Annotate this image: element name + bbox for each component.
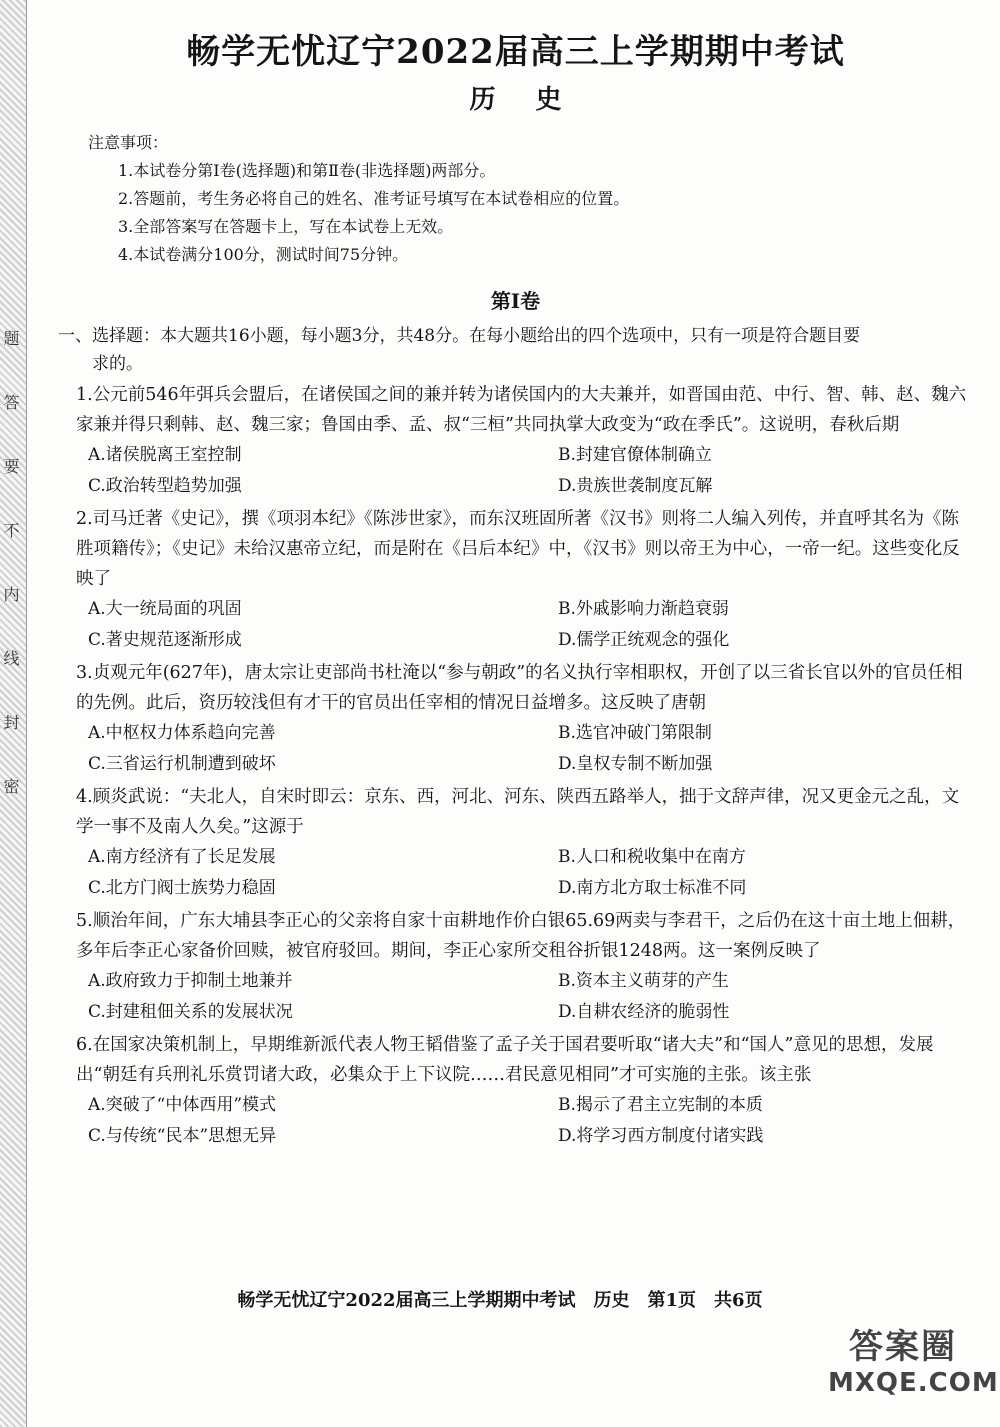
binding-strip <box>0 0 27 1427</box>
question-3 <box>58 658 973 780</box>
option-c: C.政治转型趋势加强 <box>88 476 242 496</box>
option-a: A.大一统局面的巩固 <box>88 599 242 619</box>
question-stem: 1.公元前546年弭兵会盟后，在诸侯国之间的兼并转为诸侯国内的大夫兼并，如晋国由范、中行、智、韩、赵、魏六家兼并得只剩韩、赵、魏三家；鲁国由季、孟、叔“三桓”共同执掌大政变为“政在季氏”。这说明，春秋后期 <box>76 385 967 435</box>
notice-item: 2.答题前，考生务必将自己的姓名、准考证号填写在本试卷相应的位置。 <box>118 189 630 208</box>
volume-title: 第Ⅰ卷 <box>490 289 541 313</box>
options-grid <box>88 842 973 904</box>
exam-page <box>58 18 973 1152</box>
exam-title: 畅学无忧辽宁2022届高三上学期期中考试 <box>186 32 845 72</box>
option-a: A.政府致力于抑制土地兼并 <box>88 971 293 991</box>
section-heading <box>58 322 973 378</box>
option-b: B.揭示了君主立宪制的本质 <box>558 1095 763 1115</box>
option-c: C.封建租佃关系的发展状况 <box>88 1002 293 1022</box>
option-b: B.资本主义萌芽的产生 <box>558 971 729 991</box>
option-b: B.封建官僚体制确立 <box>558 445 712 465</box>
notice-item: 3.全部答案写在答题卡上，写在本试卷上无效。 <box>118 217 454 236</box>
logo-text: 答案圈 <box>849 1327 957 1367</box>
option-a: A.南方经济有了长足发展 <box>88 847 276 867</box>
option-b: B.人口和税收集中在南方 <box>558 847 746 867</box>
page-footer: 畅学无忧辽宁2022届高三上学期期中考试 历史 第1页 共6页 <box>237 1290 763 1311</box>
options-grid <box>88 1090 973 1152</box>
option-d: D.自耕农经济的脆弱性 <box>558 1002 730 1022</box>
question-stem: 4.顾炎武说：“夫北人，自宋时即云：京东、西，河北、河东、陕西五路举人，拙于文辞声律，况又更金元之乱，文学一事不及南人久矣。”这源于 <box>76 787 960 837</box>
option-a: A.突破了“中体西用”模式 <box>88 1095 277 1115</box>
options-grid <box>88 594 973 656</box>
question-2 <box>58 504 973 656</box>
logo-domain: MXQE.COM <box>828 1368 999 1398</box>
notice-heading: 注意事项： <box>88 133 169 152</box>
notice-item: 1.本试卷分第Ⅰ卷(选择题)和第Ⅱ卷(非选择题)两部分。 <box>118 161 496 180</box>
site-logo <box>828 1319 999 1409</box>
option-d: D.儒学正统观念的强化 <box>558 630 730 650</box>
option-d: D.将学习西方制度付诸实践 <box>558 1126 764 1146</box>
question-6 <box>58 1030 973 1152</box>
question-stem: 3.贞观元年(627年)，唐太宗让吏部尚书杜淹以“参与朝政”的名义执行宰相职权，开创了以三省长官以外的官员任相的先例。此后，资历较浅但有才干的官员出任宰相的情况日益增多。这反映了唐朝 <box>76 663 963 713</box>
option-d: D.贵族世袭制度瓦解 <box>558 476 713 496</box>
option-c: C.与传统“民本”思想无异 <box>88 1126 277 1146</box>
notice-item: 4.本试卷满分100分，测试时间75分钟。 <box>118 245 409 264</box>
option-b: B.选官冲破门第限制 <box>558 723 712 743</box>
question-5 <box>58 906 973 1028</box>
option-c: C.三省运行机制遭到破坏 <box>88 754 276 774</box>
option-a: A.中枢权力体系趋向完善 <box>88 723 276 743</box>
options-grid <box>88 440 973 502</box>
option-c: C.著史规范逐渐形成 <box>88 630 242 650</box>
options-grid <box>88 718 973 780</box>
section-heading-line2: 求的。 <box>92 354 143 374</box>
option-c: C.北方门阀士族势力稳固 <box>88 878 276 898</box>
question-stem: 2.司马迁著《史记》，撰《项羽本纪》《陈涉世家》，而东汉班固所著《汉书》则将二人编入列传，并直呼其名为《陈胜项籍传》；《史记》未给汉惠帝立纪，而是附在《吕后本纪》中，《汉书》则以帝王为中心，一帝一纪。这些变化反映了 <box>76 509 960 589</box>
notice-block <box>58 130 973 269</box>
question-1 <box>58 380 973 502</box>
question-stem: 6.在国家决策机制上，早期维新派代表人物王韬借鉴了孟子关于国君要听取“诸大夫”和“国人”意见的思想，发展出“朝廷有兵刑礼乐赏罚诸大政，必集众于上下议院……君民意见相同”才可实施的主张。该主张 <box>76 1035 934 1085</box>
binding-warning-text: 题答要不内线封密 <box>1 330 20 842</box>
option-b: B.外戚影响力渐趋衰弱 <box>558 599 729 619</box>
option-d: D.皇权专制不断加强 <box>558 754 713 774</box>
section-heading-line1: 一、选择题：本大题共16小题，每小题3分，共48分。在每小题给出的四个选项中，只有一项是符合题目要 <box>58 326 861 346</box>
option-a: A.诸侯脱离王室控制 <box>88 445 242 465</box>
options-grid <box>88 966 973 1028</box>
option-d: D.南方北方取士标准不同 <box>558 878 747 898</box>
question-stem: 5.顺治年间，广东大埔县李正心的父亲将自家十亩耕地作价白银65.69两卖与李君干，之后仍在这十亩土地上佃耕，多年后李正心家备价回赎，被官府驳回。期间，李正心家所交租谷折银1248两。这一案例反映了 <box>76 911 966 961</box>
subject-title: 历史 <box>469 85 602 115</box>
question-4 <box>58 782 973 904</box>
